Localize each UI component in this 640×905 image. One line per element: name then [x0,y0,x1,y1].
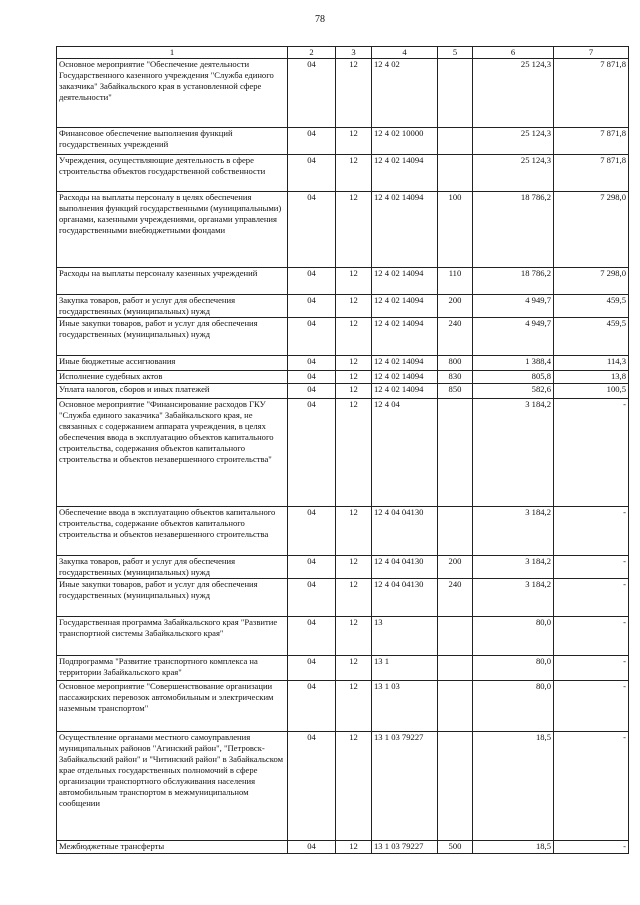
table-row [57,268,629,295]
row-expense-type: 500 [438,841,473,854]
row-name: Государственная программа Забайкальского края "Развитие транспортной системы Забайкальского края" [57,617,288,656]
row-expense-type: 200 [438,556,473,579]
row-amount-executed: 7 298,0 [554,268,629,295]
row-subsection: 12 [336,617,372,656]
table-row [57,155,629,192]
row-amount-plan: 4 949,7 [473,318,554,356]
row-section: 04 [288,268,336,295]
row-expense-type: 240 [438,579,473,617]
row-subsection: 12 [336,128,372,155]
row-target-article: 12 4 02 14094 [372,371,438,384]
row-expense-type: 850 [438,384,473,399]
row-target-article: 13 1 [372,656,438,681]
row-name: Основное мероприятие "Обеспечение деятельности Государственного казенного учреждения "Служба единого заказчика" Забайкальского края в установленной сфере деятельности" [57,59,288,128]
row-expense-type [438,59,473,128]
row-expense-type [438,155,473,192]
row-expense-type [438,656,473,681]
row-amount-executed: - [554,556,629,579]
row-section: 04 [288,128,336,155]
row-subsection: 12 [336,371,372,384]
row-target-article: 13 1 03 [372,681,438,732]
row-target-article: 12 4 02 14094 [372,356,438,371]
row-amount-plan: 25 124,3 [473,59,554,128]
row-amount-executed: - [554,656,629,681]
row-section: 04 [288,579,336,617]
row-expense-type: 240 [438,318,473,356]
row-section: 04 [288,681,336,732]
row-section: 04 [288,656,336,681]
row-subsection: 12 [336,59,372,128]
row-amount-plan: 3 184,2 [473,507,554,556]
row-name: Основное мероприятие "Финансирование расходов ГКУ "Служба единого заказчика" Забайкальского края, не связанных с содержанием аппарата учреждения, в целях обеспечения ввода в эксплуатацию объектов капитального строительства, содержания объектов капитального строительства и объектов незавершенного строительства" [57,399,288,507]
row-amount-executed: 459,5 [554,295,629,318]
row-target-article: 12 4 02 14094 [372,155,438,192]
row-expense-type: 830 [438,371,473,384]
budget-table [56,46,629,854]
row-target-article: 12 4 02 10000 [372,128,438,155]
row-target-article: 12 4 04 04130 [372,507,438,556]
row-name: Закупка товаров, работ и услуг для обеспечения государственных (муниципальных) нужд [57,556,288,579]
row-subsection: 12 [336,192,372,268]
row-subsection: 12 [336,318,372,356]
row-section: 04 [288,507,336,556]
row-target-article: 12 4 02 14094 [372,295,438,318]
row-subsection: 12 [336,556,372,579]
page-number: 78 [315,14,325,25]
row-amount-executed: - [554,399,629,507]
row-subsection: 12 [336,268,372,295]
row-subsection: 12 [336,399,372,507]
row-name: Учреждения, осуществляющие деятельность в сфере строительства объектов государственной собственности [57,155,288,192]
row-amount-executed: - [554,579,629,617]
header-row [57,47,629,59]
row-subsection: 12 [336,656,372,681]
row-subsection: 12 [336,507,372,556]
row-amount-plan: 3 184,2 [473,579,554,617]
row-amount-plan: 1 388,4 [473,356,554,371]
row-subsection: 12 [336,356,372,371]
row-target-article: 13 1 03 79227 [372,732,438,841]
row-target-article: 12 4 02 [372,59,438,128]
row-section: 04 [288,732,336,841]
row-name: Основное мероприятие "Совершенствование организации пассажирских перевозок автомобильным и электрическим наземным транспортом" [57,681,288,732]
row-amount-plan: 25 124,3 [473,155,554,192]
row-amount-plan: 80,0 [473,656,554,681]
row-name: Подпрограмма "Развитие транспортного комплекса на территории Забайкальского края" [57,656,288,681]
row-amount-plan: 805,8 [473,371,554,384]
row-section: 04 [288,356,336,371]
row-expense-type: 800 [438,356,473,371]
row-section: 04 [288,371,336,384]
row-amount-executed: 7 871,8 [554,128,629,155]
table-row [57,59,629,128]
row-section: 04 [288,617,336,656]
table-row [57,656,629,681]
table-row [57,841,629,854]
row-amount-executed: - [554,617,629,656]
row-section: 04 [288,295,336,318]
row-section: 04 [288,155,336,192]
row-amount-executed: - [554,681,629,732]
row-name: Иные закупки товаров, работ и услуг для обеспечения государственных (муниципальных) нужд [57,579,288,617]
row-expense-type [438,732,473,841]
row-subsection: 12 [336,681,372,732]
table-row [57,399,629,507]
row-expense-type: 200 [438,295,473,318]
row-name: Иные закупки товаров, работ и услуг для обеспечения государственных (муниципальных) нужд [57,318,288,356]
row-amount-executed: 459,5 [554,318,629,356]
row-section: 04 [288,384,336,399]
row-amount-plan: 582,6 [473,384,554,399]
row-target-article: 12 4 04 [372,399,438,507]
row-expense-type [438,399,473,507]
table-row [57,732,629,841]
column-header: 1 [57,47,288,59]
row-section: 04 [288,841,336,854]
row-subsection: 12 [336,155,372,192]
column-header: 6 [473,47,554,59]
row-target-article: 12 4 02 14094 [372,268,438,295]
row-target-article: 12 4 02 14094 [372,318,438,356]
row-subsection: 12 [336,841,372,854]
row-section: 04 [288,192,336,268]
row-amount-executed: 114,3 [554,356,629,371]
row-amount-plan: 18 786,2 [473,268,554,295]
table-row [57,318,629,356]
row-name: Осуществление органами местного самоуправления муниципальных районов "Агинский район", "Петровск-Забайкальский район" и "Читинский район" в Забайкальском крае отдельных государственных полномочий в сфере организации транспортного обслуживания населения автомобильным транспортом в межмуниципальном сообщении [57,732,288,841]
row-subsection: 12 [336,384,372,399]
row-target-article: 12 4 04 04130 [372,579,438,617]
row-expense-type [438,507,473,556]
row-expense-type [438,128,473,155]
table-row [57,356,629,371]
row-section: 04 [288,399,336,507]
row-section: 04 [288,318,336,356]
row-name: Иные бюджетные ассигнования [57,356,288,371]
row-name: Финансовое обеспечение выполнения функций государственных учреждений [57,128,288,155]
table-row [57,295,629,318]
row-amount-executed: - [554,732,629,841]
row-amount-plan: 18,5 [473,841,554,854]
row-amount-plan: 80,0 [473,681,554,732]
table-row [57,371,629,384]
row-amount-executed: 7 871,8 [554,59,629,128]
row-amount-executed: 7 871,8 [554,155,629,192]
row-amount-plan: 3 184,2 [473,399,554,507]
row-name: Уплата налогов, сборов и иных платежей [57,384,288,399]
row-target-article: 13 1 03 79227 [372,841,438,854]
table-row [57,681,629,732]
table-row [57,556,629,579]
table-row [57,192,629,268]
row-name: Расходы на выплаты персоналу в целях обеспечения выполнения функций государственными (муниципальными) органами, казенными учреждениями, органами управления государственными внебюджетными фондами [57,192,288,268]
column-header: 5 [438,47,473,59]
row-amount-executed: 13,8 [554,371,629,384]
row-expense-type [438,681,473,732]
row-amount-plan: 25 124,3 [473,128,554,155]
row-subsection: 12 [336,579,372,617]
row-subsection: 12 [336,732,372,841]
table-row [57,128,629,155]
row-name: Обеспечение ввода в эксплуатацию объектов капитального строительства, содержание объектов капитального строительства и объектов незавершенного строительства [57,507,288,556]
row-amount-executed: - [554,841,629,854]
row-target-article: 12 4 02 14094 [372,384,438,399]
row-subsection: 12 [336,295,372,318]
column-header: 3 [336,47,372,59]
row-amount-executed: 100,5 [554,384,629,399]
column-header: 7 [554,47,629,59]
row-section: 04 [288,59,336,128]
row-amount-plan: 3 184,2 [473,556,554,579]
column-header: 2 [288,47,336,59]
row-target-article: 12 4 04 04130 [372,556,438,579]
table-row [57,579,629,617]
column-header: 4 [372,47,438,59]
row-name: Расходы на выплаты персоналу казенных учреждений [57,268,288,295]
row-target-article: 13 [372,617,438,656]
table-row [57,384,629,399]
row-target-article: 12 4 02 14094 [372,192,438,268]
row-section: 04 [288,556,336,579]
table-row [57,507,629,556]
row-name: Закупка товаров, работ и услуг для обеспечения государственных (муниципальных) нужд [57,295,288,318]
row-name: Исполнение судебных актов [57,371,288,384]
row-amount-plan: 18,5 [473,732,554,841]
row-expense-type: 100 [438,192,473,268]
table-row [57,617,629,656]
row-amount-plan: 4 949,7 [473,295,554,318]
row-amount-executed: 7 298,0 [554,192,629,268]
row-name: Межбюджетные трансферты [57,841,288,854]
row-amount-plan: 18 786,2 [473,192,554,268]
row-expense-type: 110 [438,268,473,295]
row-expense-type [438,617,473,656]
row-amount-plan: 80,0 [473,617,554,656]
row-amount-executed: - [554,507,629,556]
